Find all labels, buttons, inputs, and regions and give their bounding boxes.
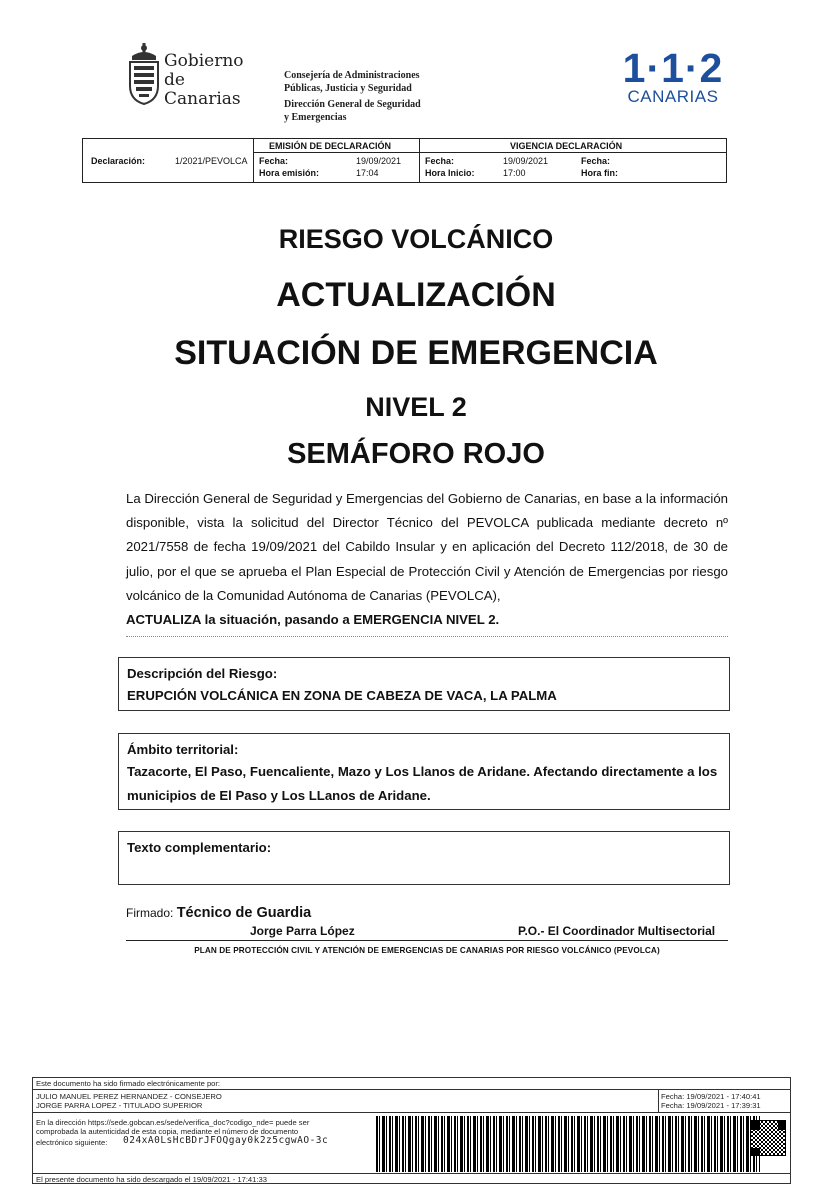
signer-name: Jorge Parra López <box>250 924 355 938</box>
title-situacion: SITUACIÓN DE EMERGENCIA <box>174 334 658 372</box>
ambito-label: Ámbito territorial: <box>127 742 239 757</box>
fecha-inicio-label: Fecha: <box>425 156 455 166</box>
title-nivel: NIVEL 2 <box>365 392 467 422</box>
dept-line-2: Públicas, Justicia y Seguridad <box>284 82 412 94</box>
qr-code-icon <box>750 1120 786 1156</box>
riesgo-value: ERUPCIÓN VOLCÁNICA EN ZONA DE CABEZA DE VACA, LA PALMA <box>127 688 557 703</box>
firmado-label: Firmado: <box>126 906 174 920</box>
coordinator: P.O.- El Coordinador Multisectorial <box>518 924 716 938</box>
department-name <box>284 70 484 124</box>
gob-line1: Gobierno <box>164 51 244 71</box>
verify-line-2: comprobada la autenticidad de esta copia, mediante el número de documento <box>36 1127 299 1136</box>
signed-by: Este documento ha sido firmado electrónicamente por: <box>36 1079 221 1088</box>
dept-line-4: y Emergencias <box>284 111 347 123</box>
title-riesgo: RIESGO VOLCÁNICO <box>278 224 554 254</box>
title-actualizacion: ACTUALIZACIÓN <box>276 276 556 314</box>
ambito-value: Tazacorte, El Paso, Fuencaliente, Mazo y Los Llanos de Aridane. Afectando directamente a los municipios de El Paso y Los LLanos de Aridane. <box>127 764 718 803</box>
emision-heading: EMISIÓN DE DECLARACIÓN <box>269 141 392 151</box>
verify-line-1: En la dirección https://sede.gobcan.es/sede/verifica_doc?codigo_nde= puede ser <box>36 1118 310 1127</box>
plan-title: PLAN DE PROTECCIÓN CIVIL Y ATENCIÓN DE EMERGENCIAS DE CANARIAS POR RIESGO VOLCÁNICO (PEVOLCA) <box>194 946 660 955</box>
download-note: El presente documento ha sido descargado el 19/09/2021 - 17:41:33 <box>36 1175 267 1184</box>
vigencia-heading: VIGENCIA DECLARACIÓN <box>510 141 623 151</box>
ambito-box <box>118 733 730 810</box>
electronic-signature-footer <box>32 1077 791 1184</box>
dept-line-1: Consejería de Administraciones <box>284 70 420 81</box>
declaration-label: Declaración: <box>91 156 146 166</box>
firmado-value: Técnico de Guardia <box>176 905 312 921</box>
logo-112-number: 1·1·2 <box>622 45 724 91</box>
firmado <box>126 905 311 921</box>
hora-emision-value: 17:04 <box>356 168 379 178</box>
fecha-emision-label: Fecha: <box>259 156 289 166</box>
logo-112-canarias <box>618 45 728 106</box>
gobierno-canarias-logo <box>126 42 266 109</box>
dotted-separator <box>126 636 728 637</box>
hora-fin-label: Hora fin: <box>581 168 618 178</box>
texto-label: Texto complementario: <box>127 840 272 855</box>
signer-1-date: Fecha: 19/09/2021 - 17:40:41 <box>661 1092 761 1101</box>
gob-line2: de Canarias <box>164 70 241 109</box>
declaration-value: 1/2021/PEVOLCA <box>175 156 248 166</box>
signer-2: JORGE PARRA LOPEZ - TITULADO SUPERIOR <box>36 1101 203 1110</box>
signer-2-date: Fecha: 19/09/2021 - 17:39:31 <box>661 1101 761 1110</box>
riesgo-label: Descripción del Riesgo: <box>127 666 278 681</box>
riesgo-box <box>118 657 730 711</box>
logo-112-sub: CANARIAS <box>627 87 719 106</box>
hora-inicio-value: 17:00 <box>503 168 526 178</box>
verify-line-3: electrónico siguiente: <box>36 1138 108 1147</box>
signer-1: JULIO MANUEL PEREZ HERNANDEZ - CONSEJERO <box>36 1092 222 1101</box>
body-paragraph: La Dirección General de Seguridad y Emergencias del Gobierno de Canarias, en base a la información disponible, vista la solicitud del Director Técnico del PEVOLCA publicada mediante decreto nº 2021/7558 de fecha 19/09/2021 del Cabildo Insular y en aplicación del Decreto 112/2018, de 30 de julio, por el que se aprueba el Plan Especial de Protección Civil y Atención de Emergencias por riesgo volcánico de la Comunidad Autónoma de Canarias (PEVOLCA), <box>126 491 728 603</box>
hora-inicio-label: Hora Inicio: <box>425 168 475 178</box>
declaration-table <box>82 138 727 183</box>
hora-emision-label: Hora emisión: <box>259 168 320 178</box>
verification-code: 024xA0LsHcBDrJFOQgay0k2z5cgwAO-3c <box>123 1135 329 1146</box>
plan-separator <box>126 940 728 941</box>
fecha-emision-value: 19/09/2021 <box>356 156 402 166</box>
dept-line-3: Dirección General de Seguridad <box>284 99 421 110</box>
coat-of-arms-icon <box>126 42 162 106</box>
barcode-icon <box>376 1116 760 1172</box>
fecha-inicio-value: 19/09/2021 <box>503 156 549 166</box>
fecha-fin-label: Fecha: <box>581 156 611 166</box>
texto-box <box>118 831 730 885</box>
body-conclusion: ACTUALIZA la situación, pasando a EMERGENCIA NIVEL 2. <box>126 612 500 627</box>
title-semaforo: SEMÁFORO ROJO <box>287 438 545 470</box>
